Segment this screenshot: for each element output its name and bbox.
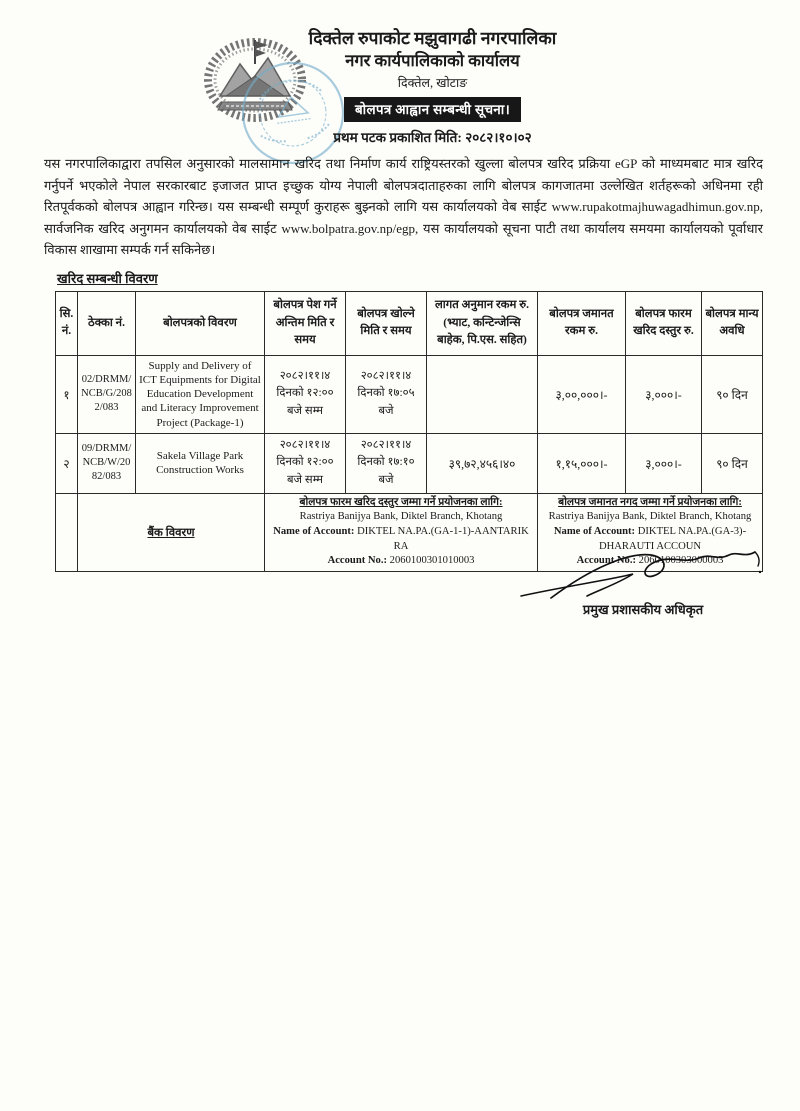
account-name-label: Name of Account: bbox=[553, 526, 636, 538]
cell-form-fee: ३,०००।- bbox=[626, 433, 702, 493]
cell-opening-time: २०८२।११।४ दिनको १७:१० बजे bbox=[346, 433, 427, 493]
account-name-value: DIKTEL NA.PA.(GA-1-1)-AANTARIK RA bbox=[357, 526, 529, 552]
account-no-label: Account No.: bbox=[327, 555, 388, 567]
notice-paragraph: यस नगरपालिकाद्वारा तपसिल अनुसारको मालसामान खरिद तथा निर्माण कार्य राष्ट्रियस्तरको खुल्ला बोलपत्र खरिद प्रक्रिया eGP को माध्यमबाट मात्र खरिद गर्नुपर्ने भएकोले नेपाल सरकारबाट इजाजत प्राप्त इच्छुक योग्य नेपाली बोलपत्रदाताहरुका लागि बोलपत्र कागजातमा उल्लेखित शर्तहरूको अधिनमा रही रितपूर्वकको बोलपत्र आह्वान गरिन्छ। यस सम्बन्धी सम्पूर्ण कुराहरू बुझ्नको लागि यस कार्यालयको वेब साईट www.rupakotmajhuwagadhimun.gov.np, सार्वजनिक खरिद अनुगमन कार्यालयको वेब साईट www.bolpatra.gov.np/egp, यस कार्यालयको सूचना पाटी तथा कार्यालय समयमा कार्यालयको पूर्वाधार विकास शाखामा सम्पर्क गर्न सकिनेछ। bbox=[44, 156, 763, 258]
signatory-title: प्रमुख प्रशासकीय अधिकृत bbox=[582, 602, 704, 617]
col-header-cost-estimate: लागत अनुमान रकम रु. (भ्याट, कन्टिन्जेन्सि बाहेक, पि.एस. सहित) bbox=[427, 291, 538, 355]
account-no-value: 2060100303000003 bbox=[638, 555, 724, 567]
table-row bbox=[56, 355, 763, 433]
cell-sn: १ bbox=[56, 355, 78, 433]
cell-description: Sakela Village Park Construction Works bbox=[136, 433, 265, 493]
tender-table bbox=[55, 291, 763, 572]
col-header-form-fee: बोलपत्र फारम खरिद दस्तुर रु. bbox=[626, 291, 702, 355]
col-header-sn: सि. नं. bbox=[56, 291, 78, 355]
cell-validity: ९० दिन bbox=[702, 433, 763, 493]
col-header-description: बोलपत्रको विवरण bbox=[136, 291, 265, 355]
form-fee-account-no-line bbox=[268, 554, 534, 569]
cell-description: Supply and Delivery of ICT Equipments for Digital Education Development and Literacy Improvement Project (Package-1) bbox=[136, 355, 265, 433]
bid-security-bank-name: Rastriya Banijya Bank, Diktel Branch, Khotang bbox=[548, 511, 752, 523]
office-address: दिक्तेल, खोटाङ bbox=[397, 76, 468, 91]
cell-cost-estimate bbox=[427, 355, 538, 433]
bid-security-purpose: बोलपत्र जमानत नगद जम्मा गर्ने प्रयोजनका लागि: bbox=[558, 496, 742, 508]
form-fee-account-name-line bbox=[268, 525, 534, 554]
signature-block bbox=[512, 546, 774, 618]
cell-contract-no: 02/DRMM/NCB/G/2082/083 bbox=[78, 355, 136, 433]
cell-cost-estimate: ३९,७२,४५६।४० bbox=[427, 433, 538, 493]
table-header-row bbox=[56, 291, 763, 355]
cell-opening-time: २०८२।११।४ दिनको १७:०५ बजे bbox=[346, 355, 427, 433]
account-no-label: Account No.: bbox=[576, 555, 637, 567]
account-no-value: 2060100301010003 bbox=[389, 555, 475, 567]
col-header-opening-time: बोलपत्र खोल्ने मिति र समय bbox=[346, 291, 427, 355]
col-header-bid-security: बोलपत्र जमानत रकम रु. bbox=[538, 291, 626, 355]
cell-submission-deadline: २०८२।११।४ दिनको १२:०० बजे सम्म bbox=[265, 355, 346, 433]
notice-title-banner: बोलपत्र आह्वान सम्बन्धी सूचना। bbox=[344, 97, 521, 122]
cell-validity: ९० दिन bbox=[702, 355, 763, 433]
cell-sn: २ bbox=[56, 433, 78, 493]
form-fee-purpose: बोलपत्र फारम खरिद दस्तुर जम्मा गर्ने प्रयोजनका लागि: bbox=[299, 496, 503, 508]
form-fee-bank-name: Rastriya Banijya Bank, Diktel Branch, Khotang bbox=[299, 511, 503, 523]
account-name-label: Name of Account: bbox=[273, 526, 355, 538]
col-header-submission-deadline: बोलपत्र पेश गर्ने अन्तिम मिति र समय bbox=[265, 291, 346, 355]
cell-bid-security: १,१५,०००।- bbox=[538, 433, 626, 493]
municipality-name: दिक्तेल रुपाकोट मझुवागढी नगरपालिका bbox=[308, 28, 557, 48]
col-header-validity: बोलपत्र मान्य अवधि bbox=[702, 291, 763, 355]
form-fee-bank-cell bbox=[265, 493, 538, 571]
account-name-value: DIKTEL NA.PA.(GA-3)-DHARAUTI ACCOUN bbox=[598, 526, 747, 552]
empty-cell bbox=[56, 493, 78, 571]
bank-details-label: बैंक विवरण bbox=[78, 493, 265, 571]
office-name: नगर कार्यपालिकाको कार्यालय bbox=[345, 50, 520, 70]
cell-bid-security: ३,००,०००।- bbox=[538, 355, 626, 433]
table-row bbox=[56, 433, 763, 493]
signature-mark bbox=[517, 546, 769, 604]
cell-form-fee: ३,०००।- bbox=[626, 355, 702, 433]
cell-contract-no: 09/DRMM/NCB/W/2082/083 bbox=[78, 433, 136, 493]
cell-submission-deadline: २०८२।११।४ दिनको १२:०० बजे सम्म bbox=[265, 433, 346, 493]
col-header-contract-no: ठेक्का नं. bbox=[78, 291, 136, 355]
letterhead bbox=[110, 0, 755, 146]
published-date-line: प्रथम पटक प्रकाशित मिति: २०८२।१०।०२ bbox=[333, 130, 532, 146]
section-heading: खरिद सम्बन्धी विवरण bbox=[57, 270, 158, 286]
